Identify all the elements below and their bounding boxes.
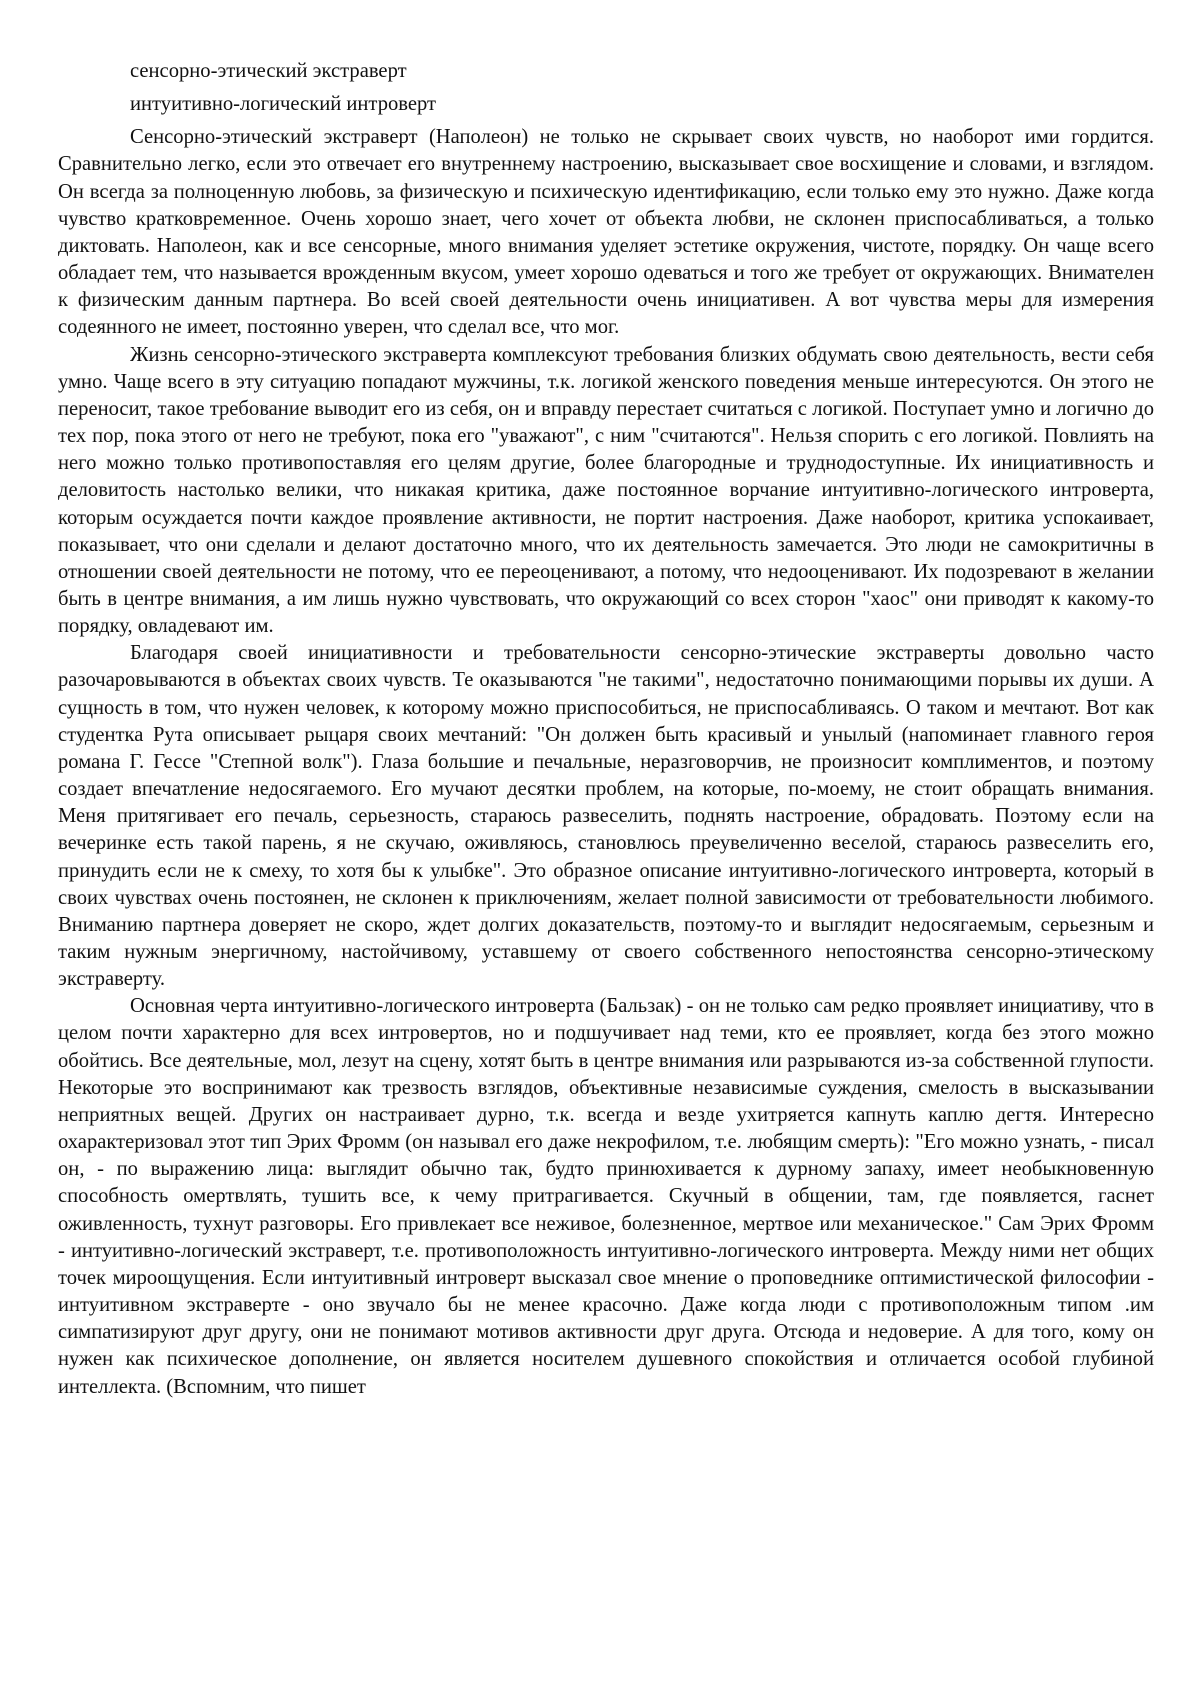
paragraph: Основная черта интуитивно-логического интроверта (Бальзак) - он не только сам редко проявляет инициативу, что в целом почти характерно для всех интровертов, но и подшучивает над теми, кто ее проявляет, когда без этого можно обойтись. Все деятельные, мол, лезут на сцену, хотят быть в центре внимания или разрываются из-за собственной глупости. Некоторые это воспринимают как трезвость взглядов, объективные независимые суждения, смелость в высказывании неприятных вещей. Других он настраивает дурно, т.к. всегда и везде ухитряется капнуть каплю дегтя. Интересно охарактеризовал этот тип Эрих Фромм (он называл его даже некрофилом, т.е. любящим смерть): "Его можно узнать, - писал он, - по выражению лица: выглядит обычно так, будто принюхивается к дурному запаху, имеет необыкновенную способность омертвлять, тушить все, к чему притрагивается. Скучный в общении, там, где появляется, гаснет оживленность, тухнут разговоры. Его привлекает все неживое, болезненное, мертвое или механическое." Сам Эрих Фромм - интуитивно-логический экстраверт, т.е. противоположность интуитивно-логического интроверта. Между ними нет общих точек мироощущения. Если интуитивный интроверт высказал свое мнение о проповеднике оптимистической философии - интуитивном экстраверте - оно звучало бы не менее красочно. Даже когда люди с противоположным типом .им симпатизируют друг другу, они не понимают мотивов активности друг друга. Отсюда и недоверие. А для того, кому он нужен как психическое дополнение, он является носителем душевного спокойствия и отличается особой глубиной интеллекта. (Вспомним, что пишет — [58, 995, 1154, 1398]
document-page — [58, 58, 1154, 1401]
paragraph: Сенсорно-этический экстраверт (Наполеон) не только не скрывает своих чувств, но наоборот ими гордится. Сравнительно легко, если это отвечает его внутреннему настроению, высказывает свое восхищение и словами, и взглядом. Он всегда за полноценную любовь, за физическую и психическую идентификацию, если только ему это нужно. Даже когда чувство кратковременное. Очень хорошо знает, чего хочет от объекта любви, не склонен приспосабливаться, а только диктовать. Наполеон, как и все сенсорные, много внимания уделяет эстетике окружения, чистоте, порядку. Он чаще всего обладает тем, что называется врожденным вкусом, умеет хорошо одеваться и того же требует от окружающих. Внимателен к физическим данным партнера. Во всей своей деятельности очень инициативен. А вот чувства меры для измерения содеянного не имеет, постоянно уверен, что сделал все, что мог. — [58, 126, 1154, 339]
paragraph: Благодаря своей инициативности и требовательности сенсорно-этические экстраверты довольно часто разочаровываются в объектах своих чувств. Те оказываются "не такими", недостаточно понимающими порывы их души. А сущность в том, что нужен человек, к которому можно приспособиться, не приспосабливаясь. О таком и мечтают. Вот как студентка Рута описывает рыцаря своих мечтаний: "Он должен быть красивый и унылый (напоминает главного героя романа Г. Гессе "Степной волк"). Глаза большие и печальные, неразговорчив, не произносит комплиментов, и поэтому создает впечатление недосягаемого. Его мучают десятки проблем, на которые, по-моему, не стоит обращать внимания. Меня притягивает его печаль, серьезность, стараюсь развеселить, поднять настроение, обрадовать. Поэтому если на вечеринке есть такой парень, я не скучаю, оживляюсь, становлюсь преувеличенно веселой, стараюсь развеселить его, принудить если не к смеху, то хотя бы к улыбке". Это образное описание интуитивно-логического интроверта, который в своих чувствах очень постоянен, не склонен к приключениям, желает полной зависимости от требовательности любимого. Вниманию партнера доверяет не скоро, ждет долгих доказательств, поэтому-то и выглядит недосягаемым, серьезным и таким нужным энергичному, настойчивому, уставшему от своего собственного непостоянства сенсорно-этическому экстраверту. — [58, 642, 1154, 991]
paragraph: Жизнь сенсорно-этического экстраверта комплексуют требования близких обдумать свою деятельность, вести себя умно. Чаще всего в эту ситуацию попадают мужчины, т.к. логикой женского поведения меньше интересуются. Он этого не переносит, такое требование выводит его из себя, он и вправду перестает считаться с логикой. Поступает умно и логично до тех пор, пока этого от него не требуют, пока его "уважают", с ним "считаются". Нельзя спорить с его логикой. Повлиять на него можно только противопоставляя его целям другие, более благородные и труднодоступные. Их инициативность и деловитость настолько велики, что никакая критика, даже постоянное ворчание интуитивно-логического интроверта, которым осуждается почти каждое проявление активности, не портит настроения. Даже наоборот, критика успокаивает, показывает, что они сделали и делают достаточно много, что их деятельность замечается. Это люди не самокритичны в отношении своей деятельности не потому, что ее переоценивают, а потому, что недооценивают. Их подозревают в желании быть в центре внимания, а им лишь нужно чувствовать, что окружающий со всех сторон "хаос" они приводят к какому-то порядку, овладевают им. — [58, 343, 1154, 638]
type-heading-introvert: интуитивно-логический интроверт — [130, 93, 437, 116]
type-heading-extravert: сенсорно-этический экстраверт — [130, 60, 407, 82]
